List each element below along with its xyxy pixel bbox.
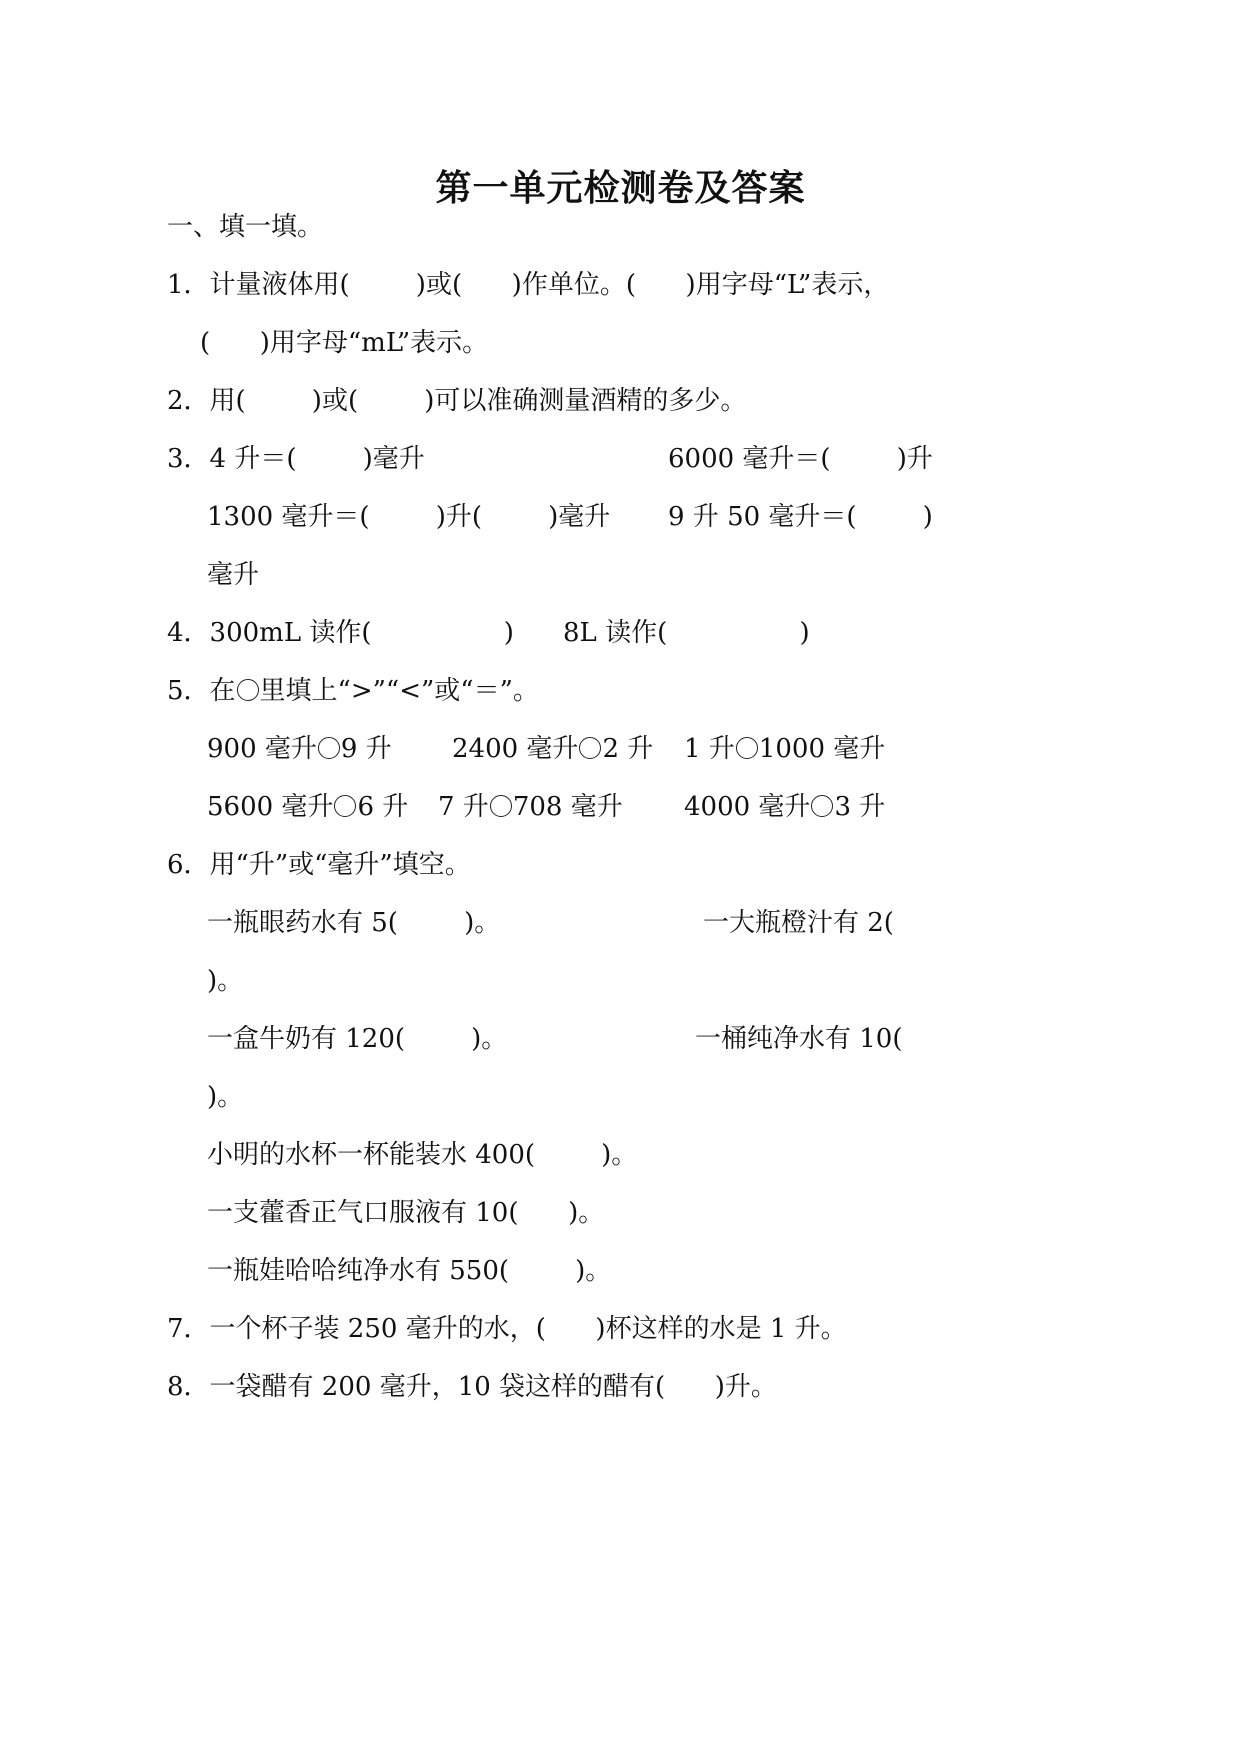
question-3-d: 9 升 50 毫升＝( ) xyxy=(668,502,933,532)
compare-circle-icon[interactable] xyxy=(811,795,833,817)
compare-item xyxy=(684,790,885,824)
compare-item xyxy=(452,732,653,766)
question-3-a: 3．4 升＝( )毫升 xyxy=(167,444,425,474)
question-4-b: 8L 读作( ) xyxy=(563,618,810,648)
compare-right: 708 毫升 xyxy=(512,792,623,822)
compare-left: 7 升 xyxy=(438,792,489,822)
question-6-a3: )。 xyxy=(207,966,244,996)
question-1-line-1: 1．计量液体用( )或( )作单位。( )用字母“L”表示， xyxy=(167,270,890,300)
compare-circle-icon[interactable] xyxy=(334,795,356,817)
compare-left: 2400 毫升 xyxy=(452,734,579,764)
compare-circle-icon[interactable] xyxy=(490,795,512,817)
compare-right: 6 升 xyxy=(357,792,409,822)
question-6-heading: 6．用“升”或“毫升”填空。 xyxy=(167,850,471,880)
compare-item xyxy=(207,732,392,766)
compare-left: 5600 毫升 xyxy=(207,792,334,822)
page-title: 第一单元检测卷及答案 xyxy=(435,168,806,209)
question-6-a2: 一大瓶橙汁有 2( xyxy=(703,908,894,938)
question-3-e: 毫升 xyxy=(207,560,260,590)
compare-item xyxy=(438,790,623,824)
question-6-b1: 一盒牛奶有 120( )。 xyxy=(207,1024,508,1054)
compare-circle-icon[interactable] xyxy=(318,737,340,759)
compare-circle-icon[interactable] xyxy=(736,737,758,759)
compare-item xyxy=(207,790,408,824)
compare-left: 1 升 xyxy=(684,734,735,764)
q5-post: 里填上“>”“<”或“＝”。 xyxy=(259,676,539,706)
question-8: 8．一袋醋有 200 毫升，10 袋这样的醋有( )升。 xyxy=(167,1372,777,1402)
compare-circle-icon[interactable] xyxy=(579,737,601,759)
section-heading: 一、填一填。 xyxy=(167,212,324,242)
question-1-line-2: ( )用字母“mL”表示。 xyxy=(200,328,489,358)
question-3-c: 1300 毫升＝( )升( )毫升 xyxy=(207,502,611,532)
compare-right: 9 升 xyxy=(340,734,392,764)
question-3-b: 6000 毫升＝( )升 xyxy=(668,444,933,474)
question-6-b3: )。 xyxy=(207,1082,244,1112)
question-6-c: 小明的水杯一杯能装水 400( )。 xyxy=(207,1140,638,1170)
compare-item xyxy=(684,732,885,766)
compare-left: 4000 毫升 xyxy=(684,792,811,822)
question-4-a: 4．300mL 读作( ) xyxy=(167,618,514,648)
compare-right: 1000 毫升 xyxy=(758,734,886,764)
question-7: 7．一个杯子装 250 毫升的水，( )杯这样的水是 1 升。 xyxy=(167,1314,847,1344)
question-2: 2．用( )或( )可以准确测量酒精的多少。 xyxy=(167,386,747,416)
q5-pre: 5．在 xyxy=(167,676,236,706)
question-5-heading xyxy=(167,674,539,708)
compare-right: 3 升 xyxy=(834,792,886,822)
question-6-d: 一支藿香正气口服液有 10( )。 xyxy=(207,1198,605,1228)
compare-left: 900 毫升 xyxy=(207,734,317,764)
question-6-e: 一瓶娃哈哈纯净水有 550( )。 xyxy=(207,1256,612,1286)
circle-icon xyxy=(237,679,259,701)
question-6-b2: 一桶纯净水有 10( xyxy=(695,1024,903,1054)
question-6-a1: 一瓶眼药水有 5( )。 xyxy=(207,908,501,938)
compare-right: 2 升 xyxy=(602,734,654,764)
